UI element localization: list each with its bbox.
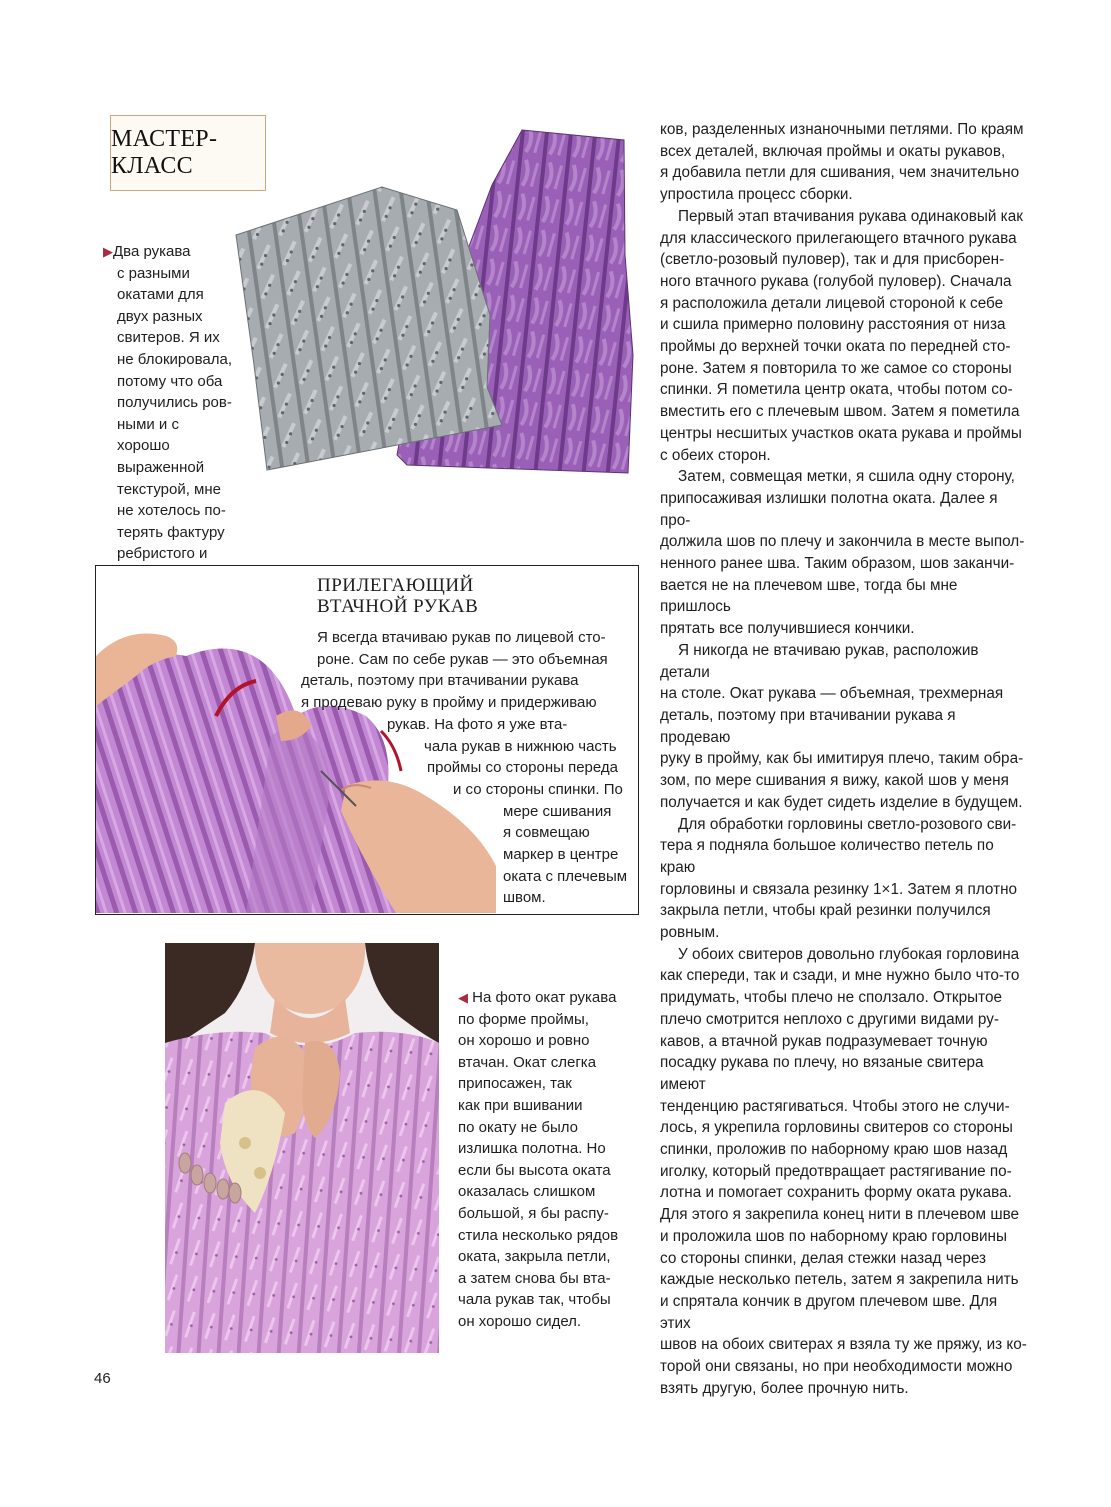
caption-line: не блокировала, [117, 350, 233, 368]
caption-line: двух разных [117, 307, 203, 325]
text-line: иголку, который предотвращает растягивание по- [660, 1162, 1012, 1180]
caption-line: чала рукав так, чтобы [458, 1291, 611, 1309]
swatches-photo [232, 125, 644, 475]
paragraph [660, 466, 1030, 640]
text-line: для классического прилегающего втачного рукава [660, 229, 1017, 247]
caption-line: текстурой, мне [117, 480, 221, 498]
text-line: и со стороны спинки. По [453, 780, 623, 798]
caption-line: втачан. Окат слегка [458, 1053, 597, 1071]
text-line: и сшила примерно половину расстояния от низа [660, 316, 1006, 334]
text-line: Для обработки горловины светло-розового сви- [678, 815, 1017, 833]
text-line: как спереди, так и сзади, и мне нужно было что-то [660, 967, 1020, 985]
text-line: руку в пройму, как бы имитируя плечо, таким обра- [660, 750, 1024, 768]
text-line: лось, я укрепила горловины свитеров со стороны [660, 1119, 1013, 1137]
caption-line: большой, я бы распу- [458, 1204, 609, 1222]
text-line: ков, разделенных изнаночными петлями. По краям [660, 121, 1024, 138]
text-line: тера я подняла большое количество петель по краю [660, 837, 994, 876]
caption-line: выраженной [117, 458, 205, 476]
model-illustration [165, 943, 439, 1353]
caption-line: с разными [117, 264, 190, 282]
caption-arrow-icon: ◀ [458, 990, 468, 1005]
caption-line: оказалась слишком [458, 1183, 596, 1201]
text-line: прятать все получившиеся кончики. [660, 620, 915, 638]
caption-line: а затем снова бы вта- [458, 1269, 611, 1287]
caption-line: оката, закрыла петли, [458, 1248, 611, 1266]
fitted-sleeve-sidebar [95, 565, 639, 915]
section-label-text: МАСТЕР-КЛАСС [111, 126, 218, 179]
caption-arrow-icon: ▶ [103, 244, 113, 259]
caption-line: терять фактуру [117, 523, 225, 541]
text-line: Затем, совмещая метки, я сшила одну сторону, [678, 468, 1015, 486]
caption-line: по форме проймы, [458, 1010, 589, 1028]
text-line: получается и как будет сидеть изделие в будущем. [660, 793, 1023, 811]
right-column-text [660, 119, 1030, 1399]
swatches-illustration [232, 125, 644, 475]
text-line: чала рукав в нижнюю часть [424, 737, 617, 755]
caption-two-sleeves [103, 241, 233, 608]
text-line: каждые несколько петель, затем я закрепила нить [660, 1271, 1019, 1289]
text-line: У обоих свитеров довольно глубокая горловина [678, 945, 1020, 963]
caption-line: по окату не было [458, 1118, 579, 1136]
text-line: с обеих сторон. [660, 446, 771, 464]
text-line: лотна и помогает сохранить форму оката рукава. [660, 1184, 1012, 1202]
sidebar-title-line: ВТАЧНОЙ РУКАВ [317, 596, 479, 617]
sidebar-title-line: ПРИЛЕГАЮЩИЙ [317, 575, 474, 596]
text-line: я продеваю руку в пройму и придерживаю [301, 694, 597, 712]
text-line: закрыла петли, чтобы край резинки получился [660, 902, 991, 920]
caption-line: окатами для [117, 286, 204, 304]
caption-line: потому что оба [117, 372, 223, 390]
text-line: должила шов по плечу и закончила в месте выпол- [660, 533, 1025, 551]
text-line: ровным. [660, 924, 720, 942]
text-line: рукав. На фото я уже вта- [387, 715, 568, 733]
text-line: вается не на плечевом шве, тогда бы мне пришлось [660, 576, 958, 616]
caption-line: припосажен, так [458, 1075, 572, 1093]
model-photo [165, 943, 439, 1353]
caption-line: свитеров. Я их [117, 329, 220, 347]
text-line: ненного ранее шва. Таким образом, шов заканчи- [660, 555, 1015, 573]
paragraph [660, 206, 1030, 466]
text-line: посадку рукава по плечу, но вязаные свитера имеют [660, 1054, 984, 1093]
text-line: роне. Затем я повторила то же самое со стороны [660, 359, 1012, 377]
text-line: я совмещаю [503, 824, 590, 842]
text-line: я добавила петли для сшивания, чем значительно [660, 164, 1020, 182]
text-line: Я всегда втачиваю рукав по лицевой сто- [317, 629, 606, 646]
text-line: зом, по мере сшивания я вижу, какой шов у меня [660, 772, 1009, 790]
text-line: проймы до верхней точки оката по передней сто- [660, 338, 1011, 356]
caption-line: стила несколько рядов [458, 1226, 619, 1244]
caption-line: получились ров- [117, 394, 232, 412]
caption-line: ными и с хорошо [117, 415, 179, 455]
text-line: упростила процесс сборки. [660, 186, 853, 204]
caption-line: как при вшивании [458, 1096, 583, 1114]
caption-line: не хотелось по- [117, 502, 226, 520]
caption-line: он хорошо и ровно [458, 1032, 590, 1050]
text-line: спинки, проложив по наборному краю шов назад [660, 1141, 1008, 1159]
text-line: всех деталей, включая проймы и окаты рукавов, [660, 142, 1006, 160]
caption-line: На фото окат рукава [472, 989, 617, 1006]
text-line: деталь, поэтому при втачивании рукава [301, 672, 579, 690]
text-line: кавов, а втачной рукав подразумевает точную [660, 1032, 988, 1050]
caption-line: если бы высота оката [458, 1161, 611, 1179]
text-line: вместить его с плечевым швом. Затем я пометила [660, 403, 1020, 421]
text-line: горловины и связала резинку 1×1. Затем я плотно [660, 880, 1018, 898]
caption-line: Два рукава [113, 243, 191, 260]
paragraph [660, 814, 1030, 944]
paragraph [660, 119, 1030, 206]
text-line: Первый этап втачивания рукава одинаковый как [678, 207, 1023, 225]
text-line: оката с плечевым [503, 867, 628, 885]
text-line: взять другую, более прочную нить. [660, 1379, 909, 1397]
text-line: швом. [503, 889, 546, 907]
page-number: 46 [94, 1370, 111, 1387]
text-line: проймы со стороны переда [427, 759, 619, 777]
text-line: придумать, чтобы плечо не сползало. Открытое [660, 989, 1002, 1007]
text-line: мере сшивания [503, 802, 612, 820]
text-line: (светло-розовый пуловер), так и для присборен- [660, 251, 1005, 269]
text-line: на столе. Окат рукава — объемная, трехмерная [660, 685, 1004, 703]
paragraph [660, 944, 1030, 1400]
text-line: ного втачного рукава (голубой пуловер). Сначала [660, 272, 1012, 290]
caption-line: он хорошо сидел. [458, 1312, 582, 1330]
sidebar-title [317, 575, 478, 617]
text-line: и проложила шов по наборному краю горловины [660, 1227, 1008, 1245]
text-line: со стороны спинки, делая стежки назад через [660, 1249, 987, 1267]
text-line: центры несшитых участков оката рукава и проймы [660, 424, 1022, 442]
text-line: деталь, поэтому при втачивании рукава я продеваю [660, 706, 956, 746]
sidebar-text [301, 627, 629, 909]
text-line: я расположила детали лицевой стороной к себе [660, 294, 1004, 312]
caption-line: излишка полотна. Но [458, 1140, 606, 1158]
caption-line: ребристого и [117, 545, 208, 563]
caption-sleeve-cap [458, 987, 628, 1333]
paragraph [660, 640, 1030, 814]
text-line: плечо смотрится неплохо с другими видами ру- [660, 1010, 999, 1028]
text-line: и спрятала кончик в другом плечевом шве. Для этих [660, 1292, 998, 1332]
text-line: торой они связаны, но при необходимости можно [660, 1358, 1013, 1376]
text-line: швов на обоих свитерах я взяла ту же пряжу, из ко- [660, 1336, 1027, 1354]
text-line: маркер в центре [503, 846, 619, 864]
text-line: тенденцию растягиваться. Чтобы этого не случи- [660, 1097, 1010, 1115]
text-line: Для этого я закрепила конец нити в плечевом шве [660, 1206, 1020, 1224]
text-line: роне. Сам по себе рукав — это объемная [317, 650, 608, 668]
text-line: спинки. Я пометила центр оката, чтобы потом со- [660, 381, 1013, 399]
text-line: Я никогда не втачиваю рукав, расположив детали [660, 641, 979, 681]
text-line: припосаживая излишки полотна оката. Далее я про- [660, 489, 998, 529]
